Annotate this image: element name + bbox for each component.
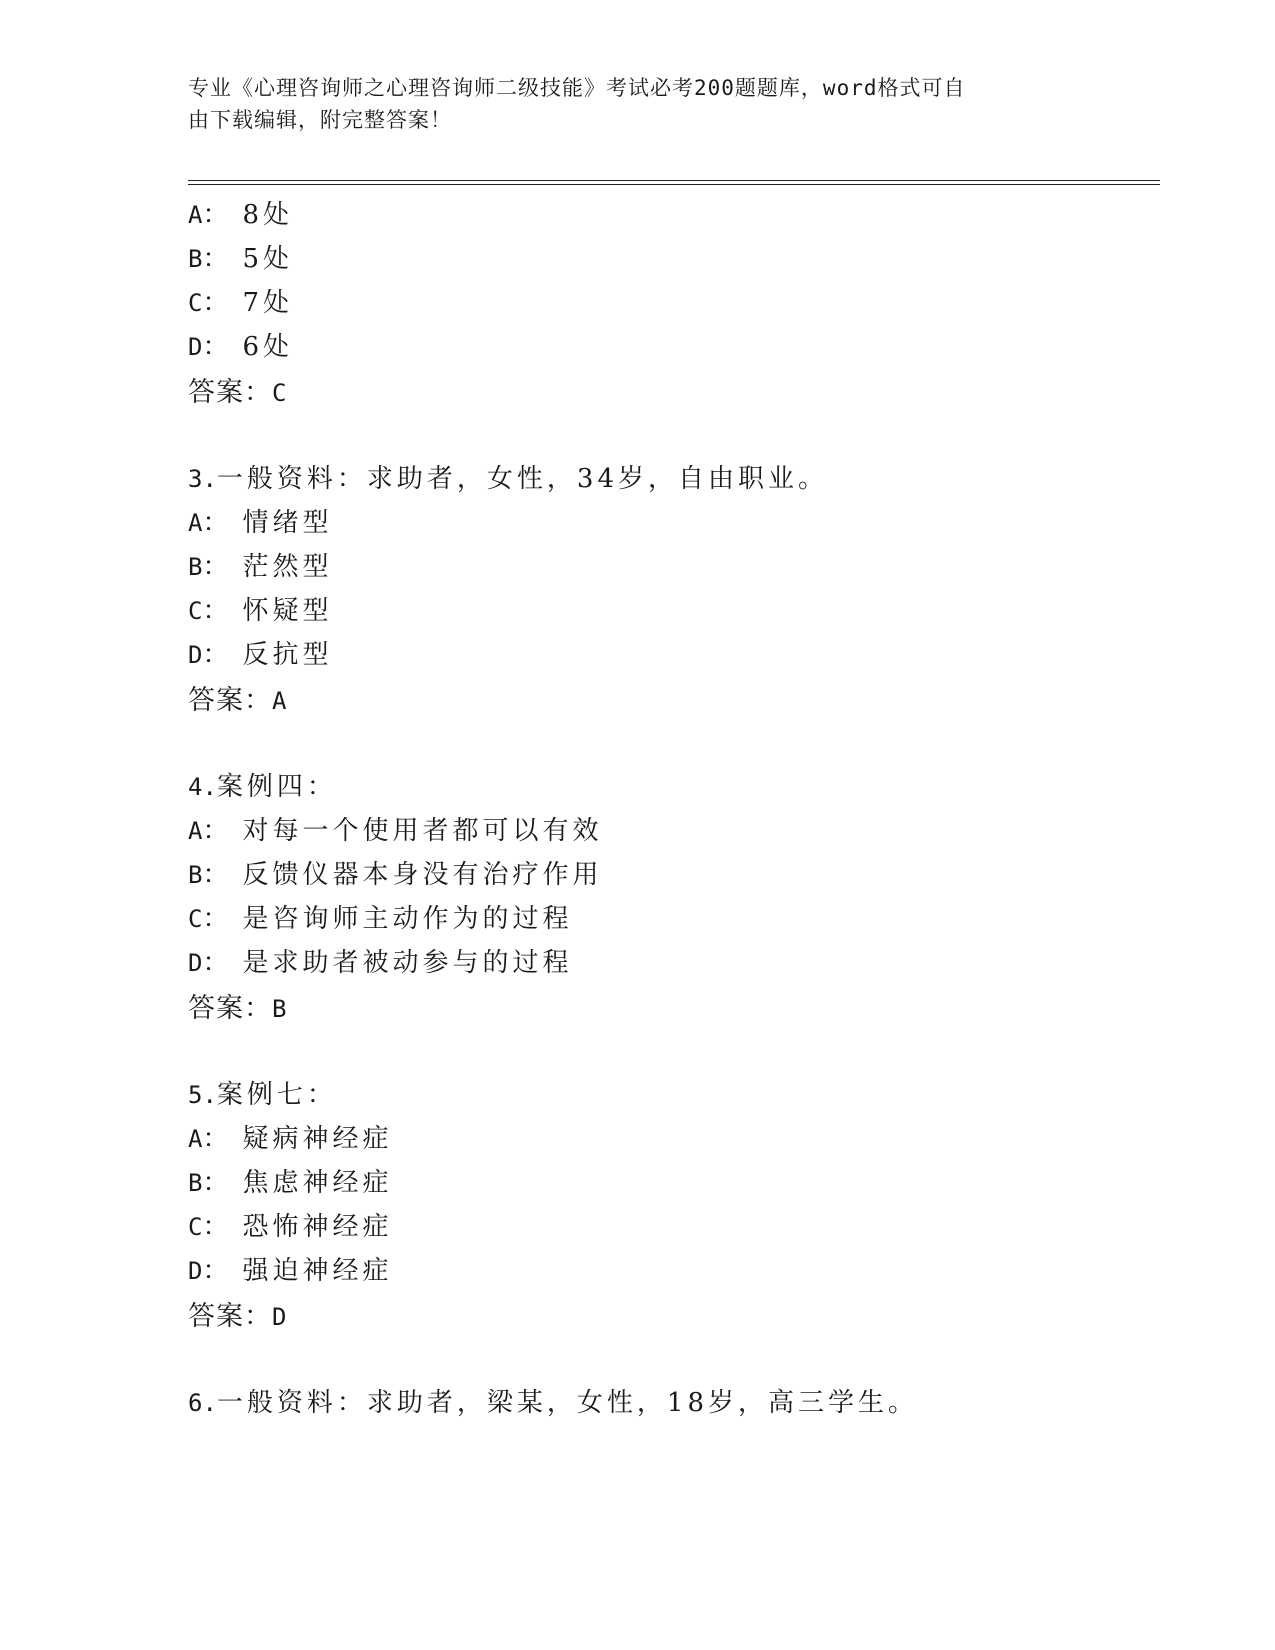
header-line-2: 由下载编辑，附完整答案！ — [188, 108, 452, 132]
answer-line: 答案：A — [188, 685, 288, 716]
option-a: A： 疑病神经症 — [188, 1124, 393, 1154]
document-header — [188, 72, 1088, 136]
option-c: C： 7处 — [188, 288, 294, 318]
question-stem: 4.案例四： — [188, 772, 337, 802]
answer-line: 答案：D — [188, 1301, 288, 1332]
option-a: A： 情绪型 — [188, 508, 333, 538]
option-b: B： 5处 — [188, 244, 294, 274]
question-stem: 6.一般资料：求助者，梁某，女性，18岁，高三学生。 — [188, 1388, 918, 1418]
option-c: C： 是咨询师主动作为的过程 — [188, 904, 573, 934]
option-d: D： 6处 — [188, 332, 294, 362]
answer-line: 答案：C — [188, 377, 288, 408]
question-stem: 5.案例七： — [188, 1080, 337, 1110]
option-a: A： 对每一个使用者都可以有效 — [188, 816, 603, 846]
header-divider-top — [188, 180, 1160, 181]
option-d: D： 强迫神经症 — [188, 1256, 393, 1286]
header-line-1: 专业《心理咨询师之心理咨询师二级技能》考试必考200题题库，word格式可自 — [188, 76, 966, 100]
option-d: D： 反抗型 — [188, 640, 333, 670]
option-b: B： 茫然型 — [188, 552, 333, 582]
option-a: A： 8处 — [188, 200, 294, 230]
option-c: C： 怀疑型 — [188, 596, 333, 626]
option-b: B： 反馈仪器本身没有治疗作用 — [188, 860, 603, 890]
answer-line: 答案：B — [188, 993, 288, 1024]
header-divider-bottom — [188, 184, 1160, 185]
option-c: C： 恐怖神经症 — [188, 1212, 393, 1242]
option-b: B： 焦虑神经症 — [188, 1168, 393, 1198]
option-d: D： 是求助者被动参与的过程 — [188, 948, 573, 978]
question-stem: 3.一般资料：求助者，女性，34岁，自由职业。 — [188, 464, 828, 494]
